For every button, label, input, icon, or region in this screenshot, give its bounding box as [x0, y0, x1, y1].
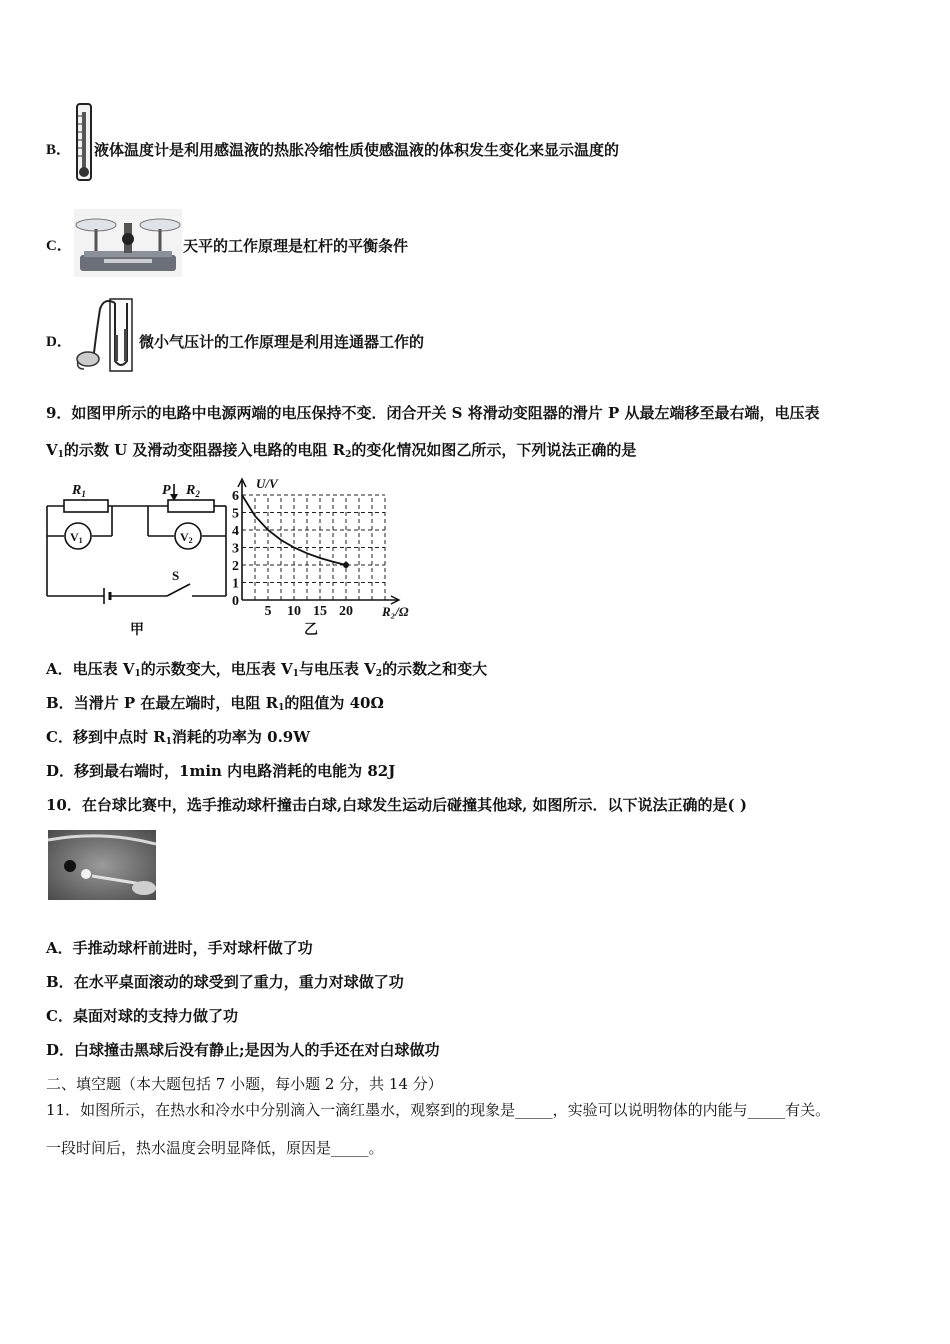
q9-option-a: A．电压表 $V_1$的示数变大，电压表 $V_1$与电压表 $V_2$的示数之和变大 [46, 660, 488, 679]
billiards-photo [48, 830, 156, 900]
switch-label: S [172, 568, 180, 583]
q10-option-b: B．在水平桌面滚动的球受到了重力，重力对球做了功 [46, 973, 404, 991]
y-tick-label: 6 [232, 489, 239, 504]
chart-endpoint [343, 562, 349, 568]
y-tick-label: 1 [232, 576, 239, 592]
y-tick-label: 3 [232, 541, 239, 557]
y-tick-label: 4 [232, 524, 239, 539]
q10-option-a: A．手推动球杆前进时，手对球杆做了功 [46, 939, 313, 957]
chart-grid [242, 495, 385, 600]
option-c-row [0, 205, 950, 280]
q9-option-d: D．移到最右端时，1min 内电路消耗的电能为 82J [46, 762, 396, 780]
uv-chart [232, 474, 422, 640]
q9-stem-line1: 9．如图甲所示的电路中电源两端的电压保持不变．闭合开关 S 将滑动变阻器的滑片 P 从最左端移至最右端，电压表 [46, 404, 820, 422]
x-tick-label: 15 [313, 604, 327, 619]
v1-label: V1 [70, 530, 83, 545]
circuit-diagram [42, 476, 232, 640]
x-tick-label: 5 [264, 604, 272, 619]
chart-xlabel: R₂/Ω [382, 604, 409, 619]
x-tick-label: 20 [339, 604, 353, 619]
y-tick-label: 0 [232, 594, 239, 609]
micro-manometer-image [74, 295, 136, 373]
r2-label: $R_2$ [186, 483, 200, 499]
option-text: 液体温度计是利用感温液的热胀冷缩性质使感温液的体积发生变化来显示温度的 [94, 141, 620, 159]
option-letter: C． [46, 238, 72, 254]
y-tick-label: 2 [232, 559, 239, 574]
v2-label: V2 [180, 530, 193, 545]
section-heading: 二、填空题（本大题包括 7 小题，每小题 2 分，共 14 分） [46, 1075, 443, 1093]
q9-option-b: B．当滑片 P 在最左端时，电阻 $R_1$的阻值为 40Ω [46, 694, 384, 713]
q11-line2: 一段时间后，热水温度会明显降低，原因是_____。 [46, 1139, 384, 1157]
q10-option-d: D．白球撞击黑球后没有静止;是因为人的手还在对白球做功 [46, 1041, 440, 1059]
chart-caption: 乙 [304, 622, 318, 638]
balance-scale-image [74, 209, 182, 277]
q10-stem: 10．在台球比赛中，选手推动球杆撞击白球,白球发生运动后碰撞其他球, 如图所示．以下说法正确的是( ) [46, 796, 747, 814]
q10-option-c: C．桌面对球的支持力做了功 [46, 1007, 238, 1025]
option-text: 微小气压计的工作原理是利用连通器工作的 [139, 333, 425, 351]
p-label: P [162, 483, 171, 498]
x-tick-label: 10 [287, 604, 301, 619]
q9-stem-line2: $V_1$的示数 U 及滑动变阻器接入电路的电阻 $R_2$的变化情况如图乙所示，下列说法正确的是 [46, 441, 637, 460]
thermometer-image [74, 102, 94, 182]
q9-option-c: C．移到中点时 $R_1$消耗的功率为 0.9W [46, 728, 311, 747]
q11-line1: 11．如图所示，在热水和冷水中分别滴入一滴红墨水，观察到的现象是_____，实验可以说明物体的内能与_____有关。 [46, 1101, 831, 1119]
r1-label: $R_1$ [72, 483, 86, 499]
option-letter: D． [46, 334, 72, 350]
y-tick-label: 5 [232, 506, 239, 522]
circuit-caption: 甲 [130, 622, 144, 638]
chart-points [343, 562, 349, 568]
chart-ylabel: U/V [256, 476, 278, 491]
chart-axes [238, 479, 399, 604]
option-b-row [0, 100, 950, 185]
option-d-row [0, 293, 950, 375]
option-letter: B． [46, 142, 72, 158]
option-text: 天平的工作原理是杠杆的平衡条件 [183, 237, 409, 255]
